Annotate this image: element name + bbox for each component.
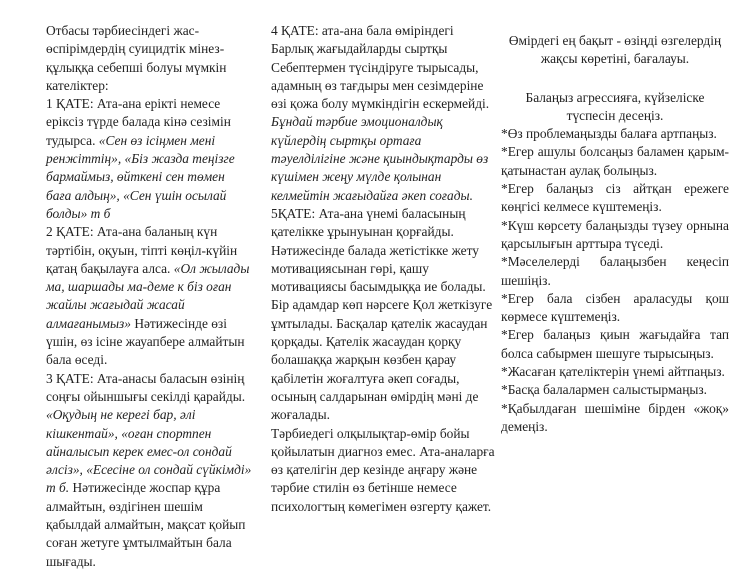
mistake-quote: «Оқудың не керегі бар, әлі кішкентай», «оған спортпен айналысып керек емес-ол сондай әлсіз», «Есесіне ол сондай сүйкімді» т б.: [46, 407, 252, 496]
tip-item: *Күш көрсету балаңызды түзеу орнына қарсылығын арттыра түседі.: [501, 217, 729, 251]
mistake-label: 4 ҚАТЕ:: [271, 23, 319, 38]
tip-item: *Жасаған қателіктерін үнемі айтпаңыз.: [501, 364, 725, 380]
mistake-quote: Бұндай тәрбие эмоционалдық күйлердің сыртқы ортаға тәуелділігіне және қиындықтарды өз күшімен жеңу мүлде қолынан келмейтін жағыдайға әкеп соғады.: [271, 114, 489, 203]
tip-item: *Басқа балалармен салыстырмаңыз.: [501, 382, 707, 398]
column-left: [46, 22, 252, 571]
mistake-label: 2 ҚАТЕ:: [46, 224, 94, 240]
mistake-label: 1 ҚАТЕ:: [46, 96, 94, 112]
mistake-2: [46, 223, 252, 369]
tip-item: *Мәселелерді балаңызбен кеңесіп шешіңіз.: [501, 254, 729, 288]
mistake-5: [271, 205, 496, 425]
mistake-quote: «Ол жылады ма, шаршады ма-деме к біз оған жайлы жағыдай жасай алмағанымыз»: [46, 260, 250, 331]
tips-subtitle: Балаңыз агрессияға, күйзеліске түспесін десеңіз.: [525, 89, 705, 123]
tip-item: *Егер бала сізбен араласуды қош көрмесе күштемеңіз.: [501, 290, 729, 325]
motto: Өмірдегі ең бақыт - өзіңді өзгелердің жақсы көретіні, бағалауы.: [508, 33, 722, 67]
mistake-result: Нәтижесінде өзі үшін, өз ісіне жауапбере алмайтын бала өседі.: [46, 315, 245, 368]
mistake-quote: «Сен өз ісіңмен мені ренжіттің», «Біз жазда теңізге бармаймыз, өйткені сен төмен баға алдың», «Сен үшін осылай болды» т б: [46, 132, 235, 221]
column-middle: [271, 22, 496, 516]
tip-item: *Қабылдаған шешіміне бірден «жоқ» демеңіз.: [501, 400, 729, 434]
conclusion: Тәрбиедегі олқылықтар-өмір бойы қойылатын диагноз емес. Ата-аналарға өз қателігін дер кезінде аңғару және тәрбие стилін өз бетінше немесе психологтың көмегімен өзгерту қажет.: [271, 425, 495, 514]
column-heading: Отбасы тәрбиесіндегі жас-өспірімдердің суицидтік мінез-құлыққа себепші болуы мүмкін кателіктер:: [46, 23, 227, 93]
mistake-label: 5ҚАТЕ:: [271, 205, 316, 221]
mistake-label: 3 ҚАТЕ:: [46, 370, 94, 386]
mistake-text: Ата-ана баланың күн тәртібін, оқуын, тіпті көңіл-күйін қатаң бақылауға алса.: [46, 224, 238, 276]
column-right: [501, 22, 729, 436]
mistake-text: Ата-ана ерікті немесе еріксіз түрде балада кінә сезімін тудырса.: [46, 96, 231, 148]
mistake-1: [46, 95, 252, 223]
tip-item: *Өз проблемаңызды балаға артпаңыз.: [501, 126, 717, 142]
tip-item: *Егер балаңыз қиын жағыдайға тап болса сабырмен шешуге тырысыңыз.: [501, 327, 729, 361]
tips-list: [501, 125, 729, 436]
tip-item: *Егер ашулы болсаңыз баламен қарым-қатынастан аулақ болыңыз.: [501, 144, 729, 178]
mistake-4: [271, 22, 496, 205]
tip-item: *Егер балаңыз сіз айтқан ережеге көңгісі келмесе күштемеңіз.: [501, 181, 729, 215]
mistake-text: Ата-анасы баласын өзінің соңғы ойыншығы секілді қарайды.: [46, 370, 246, 404]
mistake-result: Нәтижесінде жоспар құра алмайтын, өздігінен шешім қабылдай алмайтын, мақсат қойып соған жетуге ұмтылмайтын бала шығады.: [46, 480, 246, 569]
mistake-text: ата-ана бала өміріндегі Барлық жағыдайларды сыртқы Себептермен түсіндіруге тырысады, адамның өз тағдыры мен сезімдеріне өзі қожа болу мүмкіндігін ескермейді.: [271, 23, 490, 112]
mistake-3: [46, 370, 252, 571]
mistake-text: Ата-ана үнемі баласының қателікке ұрынуынан қорғайды. Нәтижесінде балада жетістікке жету мотивациясынан гөрі, қашу мотивациясы басымдыққа ие болады. Бір адамдар көп нәрсеге Қол жеткізуге ұмтылады. Басқалар қателік жасаудан қорқады. Қателік жасаудан қорқу болашаққа жарқын көзбен қарау қабілетін жоғалтуға әкеп соғады, осының салдарынан өмірдің мәні де жоғалады.: [271, 205, 493, 423]
